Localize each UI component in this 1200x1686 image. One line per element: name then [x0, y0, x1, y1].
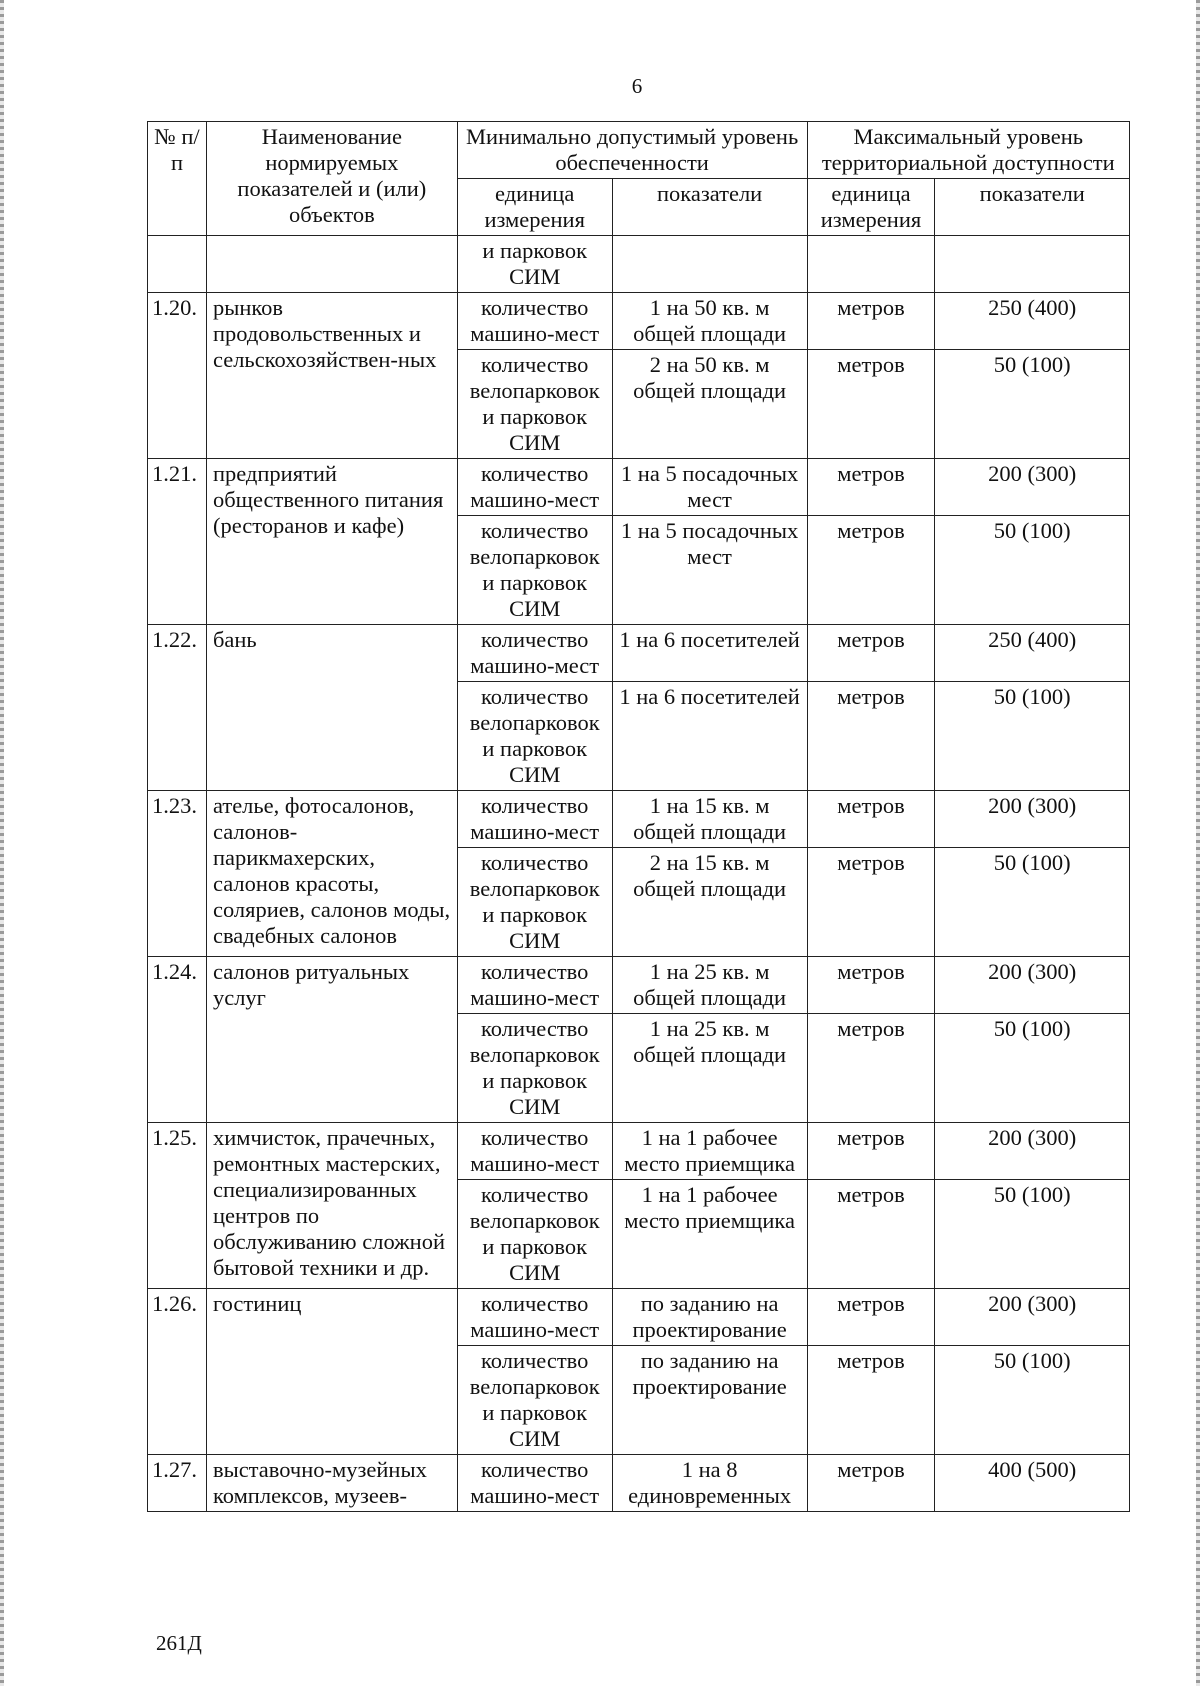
max-unit: метров [807, 625, 935, 682]
min-unit: количество велопарковок и парковок СИМ [457, 1014, 612, 1123]
item-number: 1.21. [148, 459, 207, 625]
table-row [148, 957, 1130, 1014]
header-max-level: Максимальный уровень территориальной доступности [807, 122, 1129, 179]
item-name: химчисток, прачечных, ремонтных мастерских, специализированных центров по обслуживанию сложной бытовой техники и др. [206, 1123, 457, 1289]
max-unit: метров [807, 293, 935, 350]
item-number: 1.27. [148, 1455, 207, 1512]
max-unit: метров [807, 1014, 935, 1123]
max-value: 50 (100) [935, 682, 1130, 791]
item-number: 1.25. [148, 1123, 207, 1289]
table-row [148, 459, 1130, 516]
item-name: салонов ритуальных услуг [206, 957, 457, 1123]
max-unit: метров [807, 459, 935, 516]
table-row [148, 1289, 1130, 1346]
header-max-indicators: показатели [935, 179, 1130, 236]
header-max-unit: единица измерения [807, 179, 935, 236]
max-value: 50 (100) [935, 1346, 1130, 1455]
min-unit: количество велопарковок и парковок СИМ [457, 516, 612, 625]
min-value: 1 на 25 кв. м общей площади [612, 957, 807, 1014]
min-value: 1 на 1 рабочее место приемщика [612, 1180, 807, 1289]
min-value: 2 на 50 кв. м общей площади [612, 350, 807, 459]
max-unit: метров [807, 516, 935, 625]
cell-max-value [935, 236, 1130, 293]
max-unit: метров [807, 1455, 935, 1512]
table-body [148, 236, 1130, 1512]
max-unit: метров [807, 1289, 935, 1346]
min-unit: количество велопарковок и парковок СИМ [457, 848, 612, 957]
table-row-continuation [148, 236, 1130, 293]
min-value: 1 на 1 рабочее место приемщика [612, 1123, 807, 1180]
min-unit: количество велопарковок и парковок СИМ [457, 1346, 612, 1455]
min-value: 1 на 5 посадочных мест [612, 459, 807, 516]
min-unit: количество машино-мест [457, 1455, 612, 1512]
max-unit: метров [807, 350, 935, 459]
cell-name [206, 236, 457, 293]
scan-edge-right [1196, 0, 1200, 1686]
header-min-indicators: показатели [612, 179, 807, 236]
table-row [148, 791, 1130, 848]
max-value: 250 (400) [935, 293, 1130, 350]
cell-number [148, 236, 207, 293]
min-value: 1 на 25 кв. м общей площади [612, 1014, 807, 1123]
max-unit: метров [807, 682, 935, 791]
cell-min-unit: и парковок СИМ [457, 236, 612, 293]
min-unit: количество машино-мест [457, 1289, 612, 1346]
item-name: предприятий общественного питания (ресторанов и кафе) [206, 459, 457, 625]
max-value: 200 (300) [935, 791, 1130, 848]
min-value: 1 на 6 посетителей [612, 682, 807, 791]
item-number: 1.26. [148, 1289, 207, 1455]
scan-edge-left [0, 0, 4, 1686]
table-row [148, 293, 1130, 350]
min-value: по заданию на проектирование [612, 1346, 807, 1455]
item-name: гостиниц [206, 1289, 457, 1455]
table-row [148, 625, 1130, 682]
min-value: по заданию на проектирование [612, 1289, 807, 1346]
header-min-level: Минимально допустимый уровень обеспеченности [457, 122, 807, 179]
max-value: 200 (300) [935, 957, 1130, 1014]
max-unit: метров [807, 957, 935, 1014]
max-value: 50 (100) [935, 516, 1130, 625]
max-value: 50 (100) [935, 350, 1130, 459]
item-number: 1.24. [148, 957, 207, 1123]
max-unit: метров [807, 1346, 935, 1455]
max-value: 50 (100) [935, 1014, 1130, 1123]
item-name: рынков продовольственных и сельскохозяйствен-ных [206, 293, 457, 459]
min-unit: количество машино-мест [457, 957, 612, 1014]
min-value: 1 на 5 посадочных мест [612, 516, 807, 625]
max-unit: метров [807, 848, 935, 957]
table-header [148, 122, 1130, 236]
min-unit: количество велопарковок и парковок СИМ [457, 350, 612, 459]
header-name: Наименование нормируемых показателей и (или) объектов [206, 122, 457, 236]
min-unit: количество машино-мест [457, 293, 612, 350]
max-value: 200 (300) [935, 1289, 1130, 1346]
item-number: 1.22. [148, 625, 207, 791]
max-unit: метров [807, 791, 935, 848]
item-number: 1.23. [148, 791, 207, 957]
min-value: 1 на 15 кв. м общей площади [612, 791, 807, 848]
header-min-unit: единица измерения [457, 179, 612, 236]
table-row [148, 1455, 1130, 1512]
norms-table [147, 121, 1130, 1512]
min-value: 2 на 15 кв. м общей площади [612, 848, 807, 957]
item-name: бань [206, 625, 457, 791]
max-value: 200 (300) [935, 1123, 1130, 1180]
cell-min-value [612, 236, 807, 293]
item-name: ателье, фотосалонов, салонов-парикмахерских, салонов красоты, соляриев, салонов моды, свадебных салонов [206, 791, 457, 957]
min-value: 1 на 50 кв. м общей площади [612, 293, 807, 350]
min-unit: количество велопарковок и парковок СИМ [457, 1180, 612, 1289]
min-unit: количество машино-мест [457, 459, 612, 516]
header-number: № п/п [148, 122, 207, 236]
max-value: 250 (400) [935, 625, 1130, 682]
max-unit: метров [807, 1180, 935, 1289]
document-code: 261Д [156, 1631, 202, 1655]
min-unit: количество велопарковок и парковок СИМ [457, 682, 612, 791]
max-value: 200 (300) [935, 459, 1130, 516]
item-name: выставочно-музейных комплексов, музеев- [206, 1455, 457, 1512]
page-number: 6 [631, 74, 643, 98]
table-row [148, 1123, 1130, 1180]
min-unit: количество машино-мест [457, 625, 612, 682]
min-value: 1 на 6 посетителей [612, 625, 807, 682]
max-value: 50 (100) [935, 848, 1130, 957]
max-value: 50 (100) [935, 1180, 1130, 1289]
cell-max-unit [807, 236, 935, 293]
item-number: 1.20. [148, 293, 207, 459]
min-unit: количество машино-мест [457, 1123, 612, 1180]
min-value: 1 на 8 единовременных [612, 1455, 807, 1512]
max-value: 400 (500) [935, 1455, 1130, 1512]
max-unit: метров [807, 1123, 935, 1180]
min-unit: количество машино-мест [457, 791, 612, 848]
